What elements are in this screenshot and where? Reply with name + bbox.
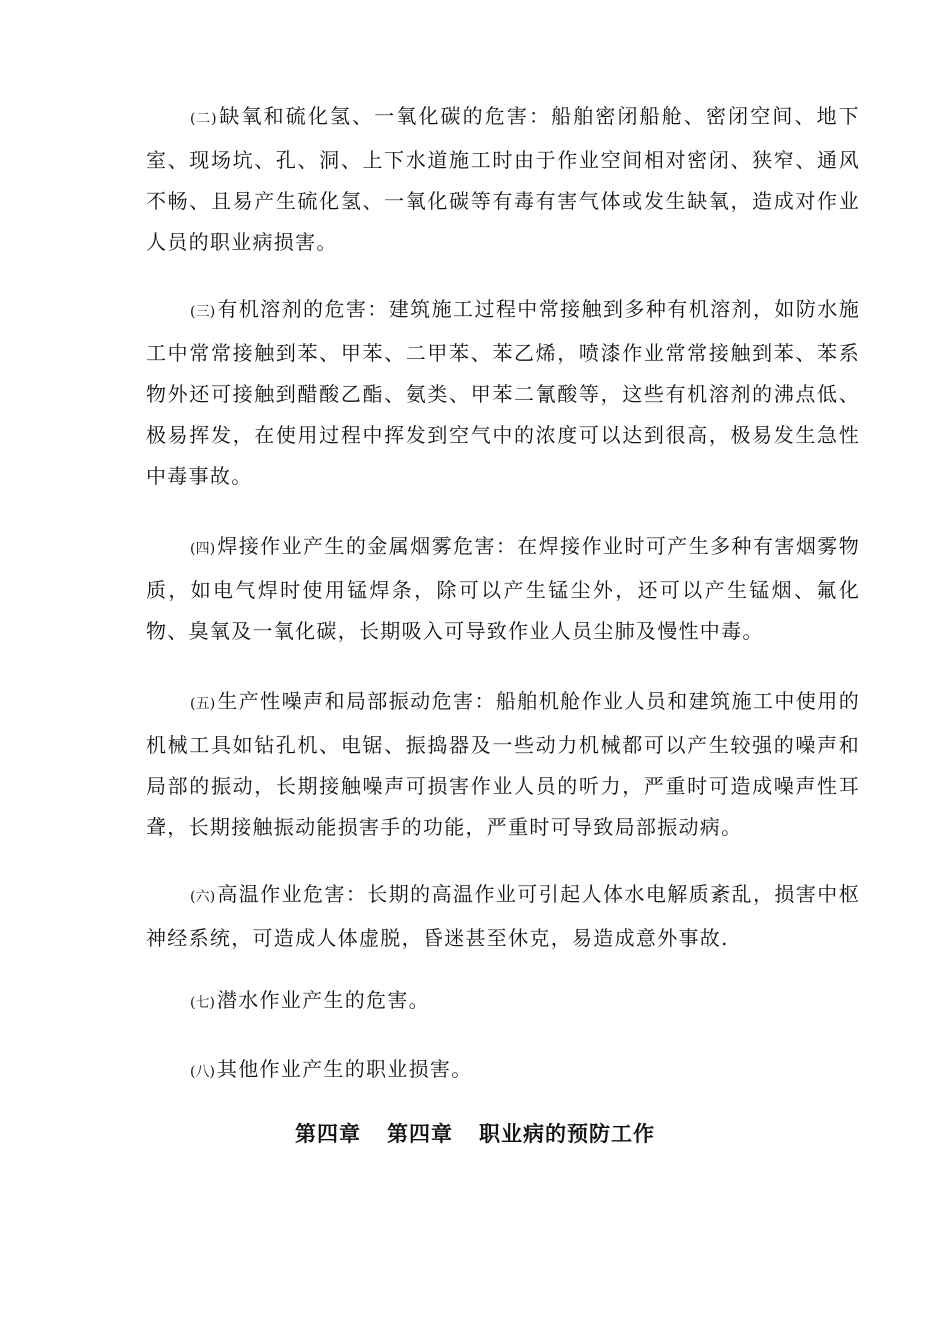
chapter-number-repeat: 第四章	[387, 1121, 453, 1146]
paragraph-number: (四)	[190, 541, 216, 557]
chapter-title: 职业病的预防工作	[479, 1121, 655, 1146]
paragraph-text: 焊接作业产生的金属烟雾危害：在焊接作业时可产生多种有害烟雾物质，如电气焊时使用锰焊条，除可以产生锰尘外，还可以产生锰烟、氟化物、臭氧及一氧化碳，长期吸入可导致作业人员尘肺及慢性中毒。	[146, 534, 860, 643]
paragraph-text: 生产性噪声和局部振动危害：船舶机舱作业人员和建筑施工中使用的机械工具如钻孔机、电锯、振捣器及一些动力机械都可以产生较强的噪声和局部的振动，长期接触噪声可损害作业人员的听力，严重时可造成噪声性耳聋，长期接触振动能损害手的功能，严重时可导致局部振动病。	[146, 689, 860, 839]
chapter-heading	[0, 1116, 950, 1152]
paragraph-other-hazard	[146, 1049, 860, 1093]
paragraph-number: (七)	[190, 995, 215, 1011]
paragraph-text: 高温作业危害：长期的高温作业可引起人体水电解质紊乱，损害中枢神经系统，可造成人体虚脱，昏迷甚至休克，易造成意外事故.	[146, 882, 860, 950]
paragraph-number: (五)	[190, 696, 216, 712]
paragraph-number: (三)	[190, 304, 216, 320]
paragraph-number: (六)	[190, 889, 216, 905]
paragraph-organic-solvent-hazard	[146, 289, 860, 497]
paragraph-noise-vibration-hazard	[146, 681, 860, 848]
paragraph-text: 其他作业产生的职业损害。	[216, 1057, 473, 1081]
paragraph-number: (二)	[190, 111, 217, 127]
paragraph-lack-of-oxygen-hazard	[146, 96, 860, 263]
paragraph-text: 有机溶剂的危害：建筑施工过程中常接触到多种有机溶剂，如防水施工中常常接触到苯、甲苯、二甲苯、苯乙烯，喷漆作业常常接触到苯、苯系物外还可接触到醋酸乙酯、氨类、甲苯二氰酸等，这些有机溶剂的沸点低、极易挥发，在使用过程中挥发到空气中的浓度可以达到很高，极易发生急性中毒事故。	[146, 297, 860, 488]
paragraph-high-temperature-hazard	[146, 874, 860, 959]
paragraph-text: 潜水作业产生的危害。	[216, 988, 430, 1012]
paragraph-diving-hazard	[146, 980, 860, 1024]
chapter-number: 第四章	[295, 1121, 361, 1146]
paragraph-number: (八)	[190, 1064, 215, 1080]
paragraph-welding-fume-hazard	[146, 526, 860, 652]
paragraph-text: 缺氧和硫化氢、一氧化碳的危害：船舶密闭船舱、密闭空间、地下室、现场坑、孔、洞、上下水道施工时由于作业空间相对密闭、狭窄、通风不畅、且易产生硫化氢、一氧化碳等有毒有害气体或发生缺氧，造成对作业人员的职业病损害。	[146, 104, 860, 254]
